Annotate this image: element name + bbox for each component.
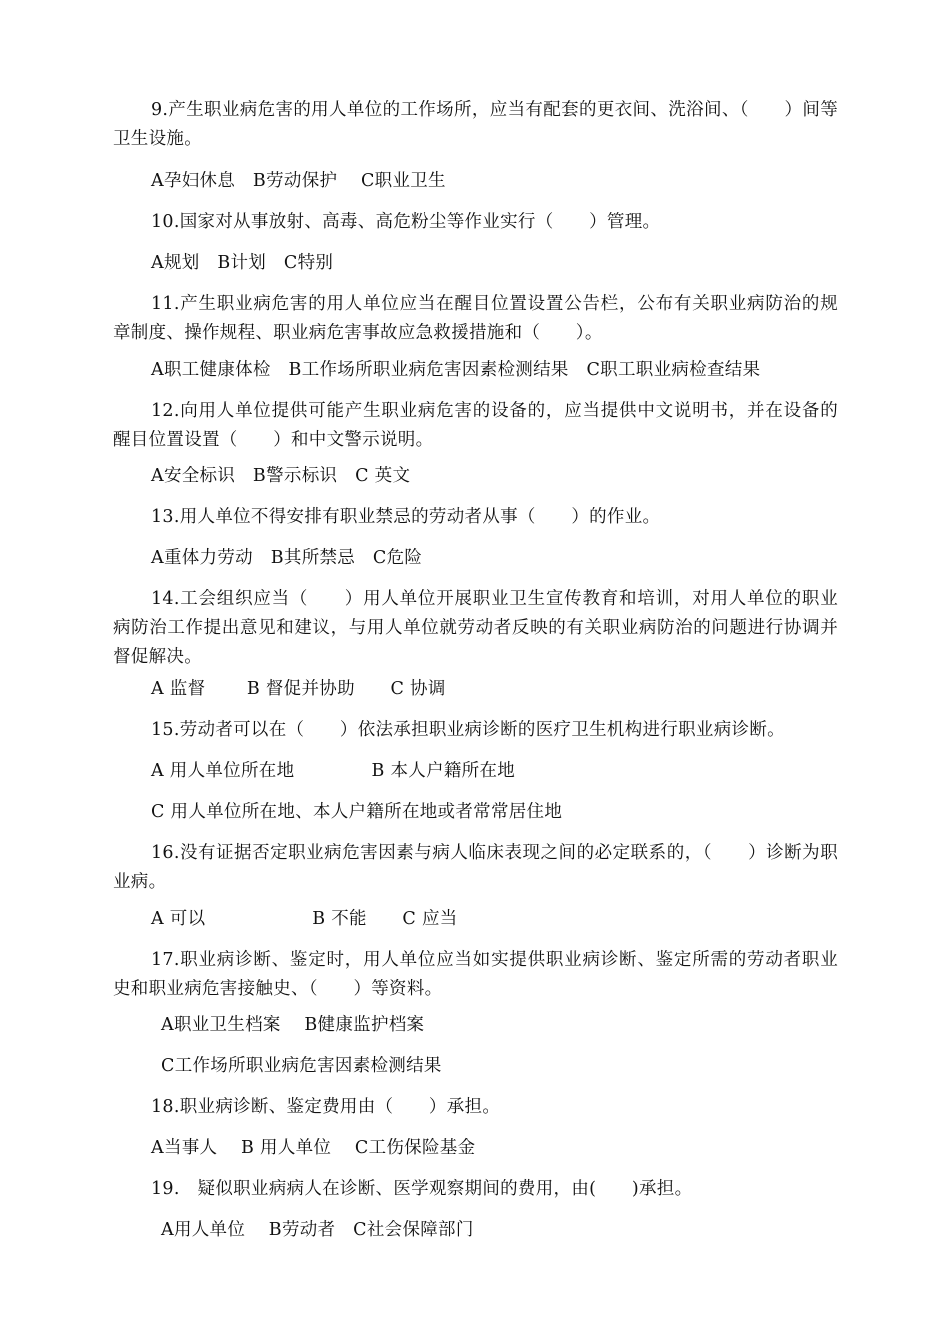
question-18-options: A当事人 B 用人单位 C工伤保险基金 bbox=[151, 1138, 476, 1158]
question-11-options: A职工健康体检 B工作场所职业病危害因素检测结果 C职工职业病检查结果 bbox=[151, 360, 761, 380]
question-19: 19. 疑似职业病病人在诊断、医学观察期间的费用，由( )承担。 bbox=[151, 1179, 693, 1199]
question-9-options: A孕妇休息 B劳动保护 C职业卫生 bbox=[151, 171, 446, 191]
question-12: 12.向用人单位提供可能产生职业病危害的设备的，应当提供中文说明书，并在设备的醒目位置设置（ ）和中文警示说明。 bbox=[113, 401, 838, 450]
question-12-options: A安全标识 B警示标识 C 英文 bbox=[151, 466, 411, 486]
question-10: 10.国家对从事放射、高毒、高危粉尘等作业实行（ ）管理。 bbox=[151, 212, 661, 232]
question-17-options-2: C工作场所职业病危害因素检测结果 bbox=[161, 1056, 442, 1076]
question-18: 18.职业病诊断、鉴定费用由（ ）承担。 bbox=[151, 1097, 501, 1117]
question-15-options-1: A 用人单位所在地 B 本人户籍所在地 bbox=[151, 761, 516, 781]
question-16: 16.没有证据否定职业病危害因素与病人临床表现之间的必定联系的，（ ）诊断为职业病。 bbox=[113, 843, 838, 892]
question-14-options: A 监督 B 督促并协助 C 协调 bbox=[151, 679, 446, 699]
question-17: 17.职业病诊断、鉴定时，用人单位应当如实提供职业病诊断、鉴定所需的劳动者职业史和职业病危害接触史、（ ）等资料。 bbox=[113, 950, 838, 999]
question-10-options: A规划 B计划 C特别 bbox=[151, 253, 334, 273]
question-15: 15.劳动者可以在（ ）依法承担职业病诊断的医疗卫生机构进行职业病诊断。 bbox=[151, 720, 785, 740]
question-17-options-1: A职业卫生档案 B健康监护档案 bbox=[161, 1015, 425, 1035]
question-13: 13.用人单位不得安排有职业禁忌的劳动者从事（ ）的作业。 bbox=[151, 507, 661, 527]
question-9: 9.产生职业病危害的用人单位的工作场所，应当有配套的更衣间、洗浴间、（ ）间等卫生设施。 bbox=[113, 100, 838, 149]
question-14: 14.工会组织应当（ ）用人单位开展职业卫生宣传教育和培训，对用人单位的职业病防治工作提出意见和建议，与用人单位就劳动者反映的有关职业病防治的问题进行协调并督促解决。 bbox=[113, 589, 838, 667]
question-15-options-2: C 用人单位所在地、本人户籍所在地或者常常居住地 bbox=[151, 802, 563, 822]
question-19-options: A用人单位 B劳动者 C社会保障部门 bbox=[161, 1220, 474, 1240]
question-16-options: A 可以 B 不能 C 应当 bbox=[151, 909, 458, 929]
question-11: 11.产生职业病危害的用人单位应当在醒目位置设置公告栏，公布有关职业病防治的规章制度、操作规程、职业病危害事故应急救援措施和（ ）。 bbox=[113, 294, 838, 343]
question-13-options: A重体力劳动 B其所禁忌 C危险 bbox=[151, 548, 423, 568]
